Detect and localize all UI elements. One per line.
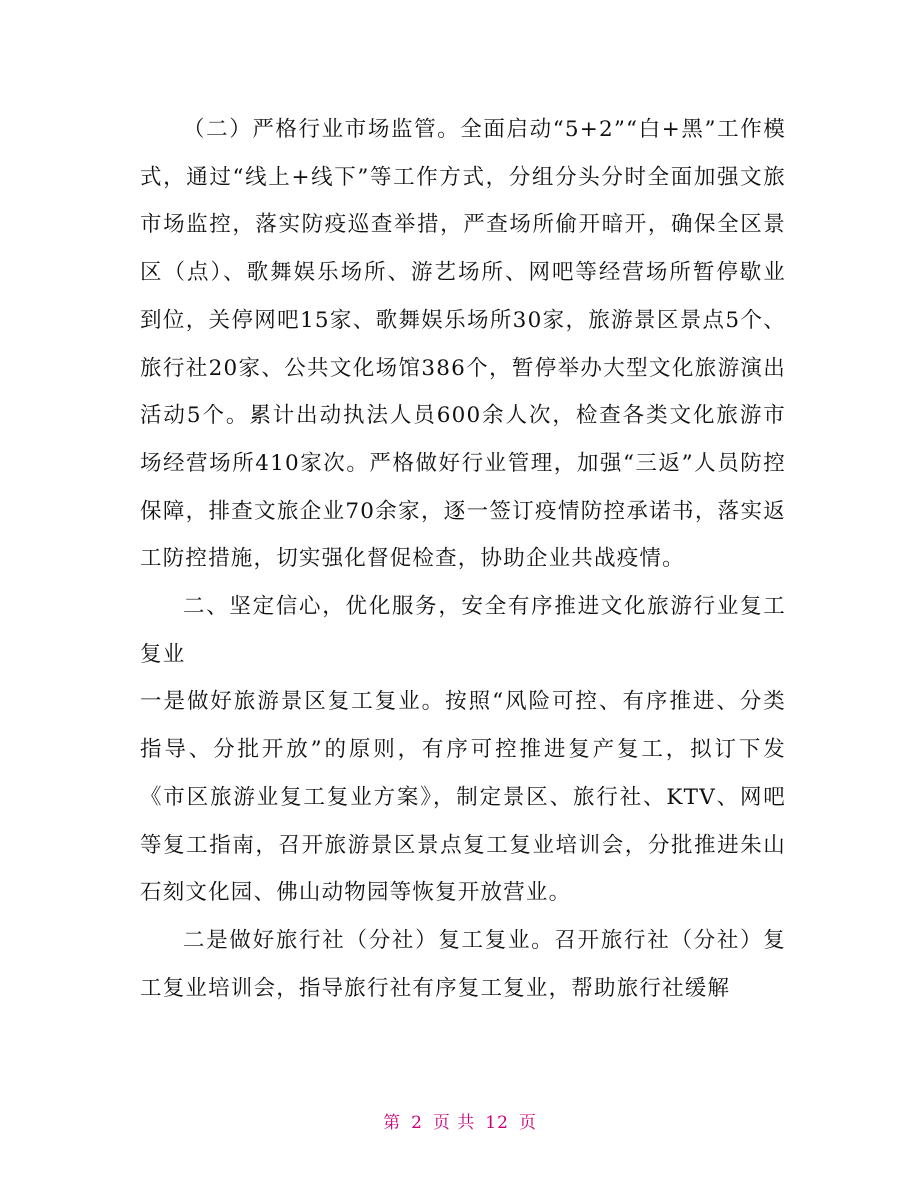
page-suffix: 页 [518,1113,537,1133]
section-heading-resume-work: 二、坚定信心，优化服务，安全有序推进文化旅游行业复工复业 [140,594,786,667]
page-number: 2 [411,1113,423,1133]
document-body [140,106,786,1012]
paragraph-scenic-spots-resume: 一是做好旅游景区复工复业。按照“风险可控、有序推进、分类指导、分批开放”的原则，有序可控推进复产复工，拟订下发《市区旅游业复工复业方案》，制定景区、旅行社、KTV、网吧等复工指南，召开旅游景区景点复工复业培训会，分批推进朱山石刻文化园、佛山动物园等恢复开放营业。 [140,689,786,906]
paragraph-travel-agencies-resume: 二是做好旅行社（分社）复工复业。召开旅行社（分社）复工复业培训会，指导旅行社有序复工复业，帮助旅行社缓解 [140,927,786,1001]
total-pages: 12 [485,1113,509,1133]
page-middle: 页 共 [432,1113,476,1133]
page-prefix: 第 [383,1113,402,1133]
paragraph-market-supervision: （二）严格行业市场监管。全面启动“5+2”“白+黑”工作模式，通过“线上+线下”等工作方式，分组分头分时全面加强文旅市场监控，落实防疫巡查举措，严查场所偷开暗开，确保全区景区（点）、歌舞娱乐场所、游艺场所、网吧等经营场所暂停歇业到位，关停网吧15家、歌舞娱乐场所30家，旅游景区景点5个、旅行社20家、公共文化场馆386个，暂停举办大型文化旅游演出活动5个。累计出动执法人员600余人次，检查各类文化旅游市场经营场所410家次。严格做好行业管理，加强“三返”人员防控保障，排查文旅企业70余家，逐一签订疫情防控承诺书，落实返工防控措施，切实强化督促检查，协助企业共战疫情。 [140,117,786,572]
page-footer [0,1111,920,1135]
